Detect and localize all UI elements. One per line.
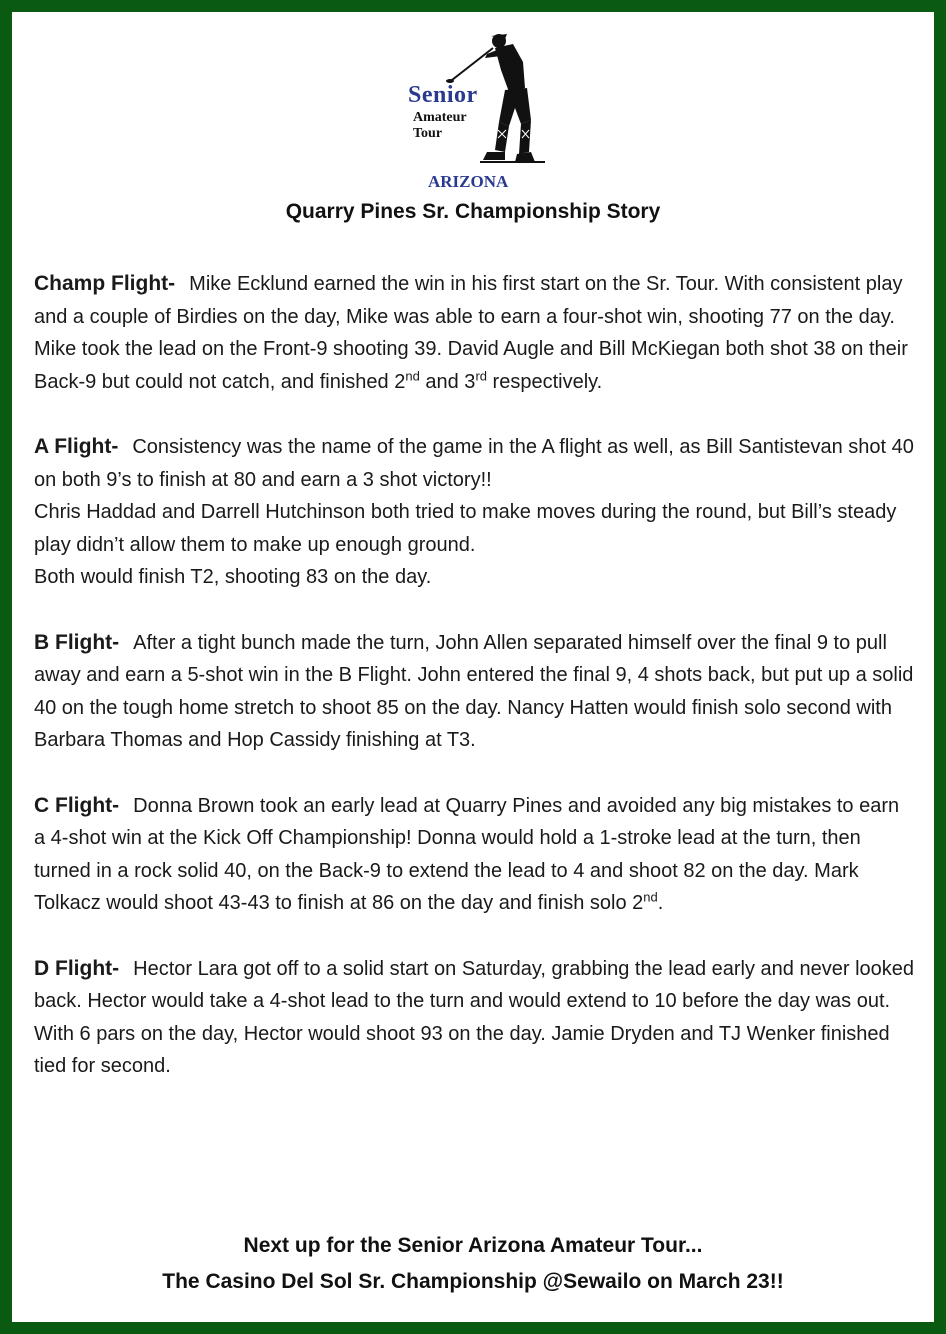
logo-tour-text: Tour: [413, 126, 443, 141]
next-event-footer: [0, 1228, 946, 1300]
ordinal-suffix: nd: [405, 367, 420, 383]
a-flight-text: Consistency was the name of the game in the A flight as well, as Bill Santistevan shot 40 on both 9’s to finish at 80 and earn a 3 shot victory!!: [34, 436, 914, 491]
logo-senior-text: Senior: [408, 82, 478, 108]
ordinal-suffix: nd: [643, 889, 658, 905]
c-flight-text: Donna Brown took an early lead at Quarry Pines and avoided any big mistakes to earn a 4-shot win at the Kick Off Championship! Donna would hold a 1-stroke lead at the turn, then turned in a rock solid 40, on the Back-9 to extend the lead to 4 and shoot 82 on the day. Mark Tolkacz would shoot 43-43 to finish at 86 on the day and finish solo 2: [34, 794, 900, 914]
flight-label: Champ Flight-: [34, 272, 176, 295]
c-flight-text-end: .: [657, 892, 664, 914]
d-flight-text: Hector Lara got off to a solid start on Saturday, grabbing the lead early and never looked back. Hector would take a 4-shot lead to the turn and would extend to 10 before the day was out. With 6 pars on the day, Hector would shoot 93 on the day. Jamie Dryden and TJ Wenker finished tied for second.: [34, 957, 914, 1077]
d-flight-section: [34, 953, 914, 1083]
champ-flight-text: Mike Ecklund earned the win in his first start on the Sr. Tour. With consistent play and a couple of Birdies on the day, Mike was able to earn a four-shot win, shooting 77 on the day. Mike took the lead on the Front-9 shooting 39. David Augle and Bill McKiegan both shot 38 on their Back-9 but could not catch, and finished 2: [34, 273, 908, 393]
footer-line-2: The Casino Del Sol Sr. Championship @Sewailo on March 23!!: [162, 1270, 784, 1293]
page-title: Quarry Pines Sr. Championship Story: [285, 200, 661, 223]
a-flight-text-line2: Chris Haddad and Darrell Hutchinson both tried to make moves during the round, but Bill’s steady play didn’t allow them to make up enough ground.: [34, 501, 897, 556]
b-flight-section: [34, 627, 914, 757]
footer-line-1: Next up for the Senior Arizona Amateur Tour...: [243, 1234, 703, 1257]
logo-amateur-text: Amateur: [413, 110, 467, 125]
ordinal-suffix: rd: [475, 367, 487, 383]
a-flight-text-line3: Both would finish T2, shooting 83 on the day.: [34, 566, 432, 588]
champ-flight-section: [34, 268, 914, 398]
story-body: [34, 268, 914, 1116]
b-flight-text-line2: Barbara Thomas and Hop Cassidy finishing at T3.: [34, 729, 476, 751]
flight-label: D Flight-: [34, 956, 120, 980]
champ-flight-text-end: respectively.: [487, 370, 603, 393]
tour-logo: [405, 30, 555, 195]
logo-arizona-text: ARIZONA: [428, 172, 509, 191]
flight-label: B Flight-: [34, 630, 120, 654]
a-flight-section: [34, 431, 914, 594]
flight-label: A Flight-: [34, 435, 119, 458]
b-flight-text: After a tight bunch made the turn, John Allen separated himself over the final 9 to pull away and earn a 5-shot win in the B Flight. John entered the final 9, 4 shots back, but put up a solid 40 on the tough home stretch to shoot 85 on the day. Nancy Hatten would finish solo second with: [34, 631, 914, 719]
flight-label: C Flight-: [34, 793, 120, 817]
champ-flight-text-cont: and 3: [419, 370, 476, 393]
c-flight-section: [34, 790, 914, 920]
